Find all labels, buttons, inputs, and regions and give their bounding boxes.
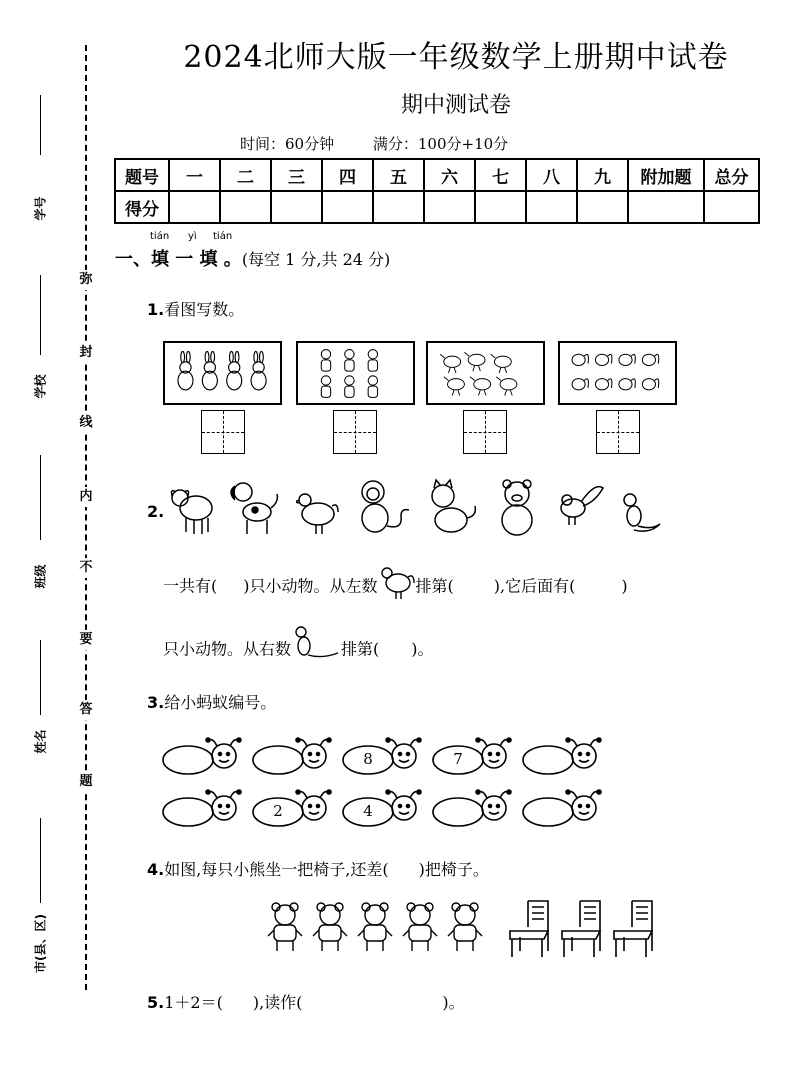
question-2 bbox=[147, 502, 164, 521]
ant-figure[interactable] bbox=[162, 790, 242, 830]
field-school: 学校 bbox=[33, 374, 48, 399]
seal-char: 答 bbox=[78, 700, 94, 720]
question-number: 1. bbox=[147, 300, 165, 319]
question-4 bbox=[147, 857, 489, 880]
question-3 bbox=[147, 690, 276, 713]
bear-icon bbox=[310, 902, 350, 954]
field-class: 班级 bbox=[33, 564, 48, 589]
ant-icon bbox=[522, 790, 602, 830]
question-text: )只小动物。从左数 bbox=[243, 576, 378, 596]
ant-figure[interactable] bbox=[522, 790, 602, 830]
ant-figure[interactable] bbox=[432, 790, 512, 830]
question-text: )把椅子。 bbox=[418, 860, 489, 879]
question-number: 3. bbox=[147, 693, 165, 712]
section-heading: 一、填 一 填 。 bbox=[115, 249, 242, 270]
table-header-cell: 题号 bbox=[115, 159, 169, 191]
score-cell[interactable] bbox=[271, 191, 322, 223]
field-district: 市(县、区) bbox=[33, 914, 48, 973]
chair-icon bbox=[610, 897, 658, 959]
ant-figure[interactable] bbox=[252, 790, 332, 830]
answer-grid[interactable] bbox=[463, 410, 507, 454]
score-cell[interactable] bbox=[628, 191, 704, 223]
binding-margin bbox=[0, 0, 120, 1085]
table-header-cell: 七 bbox=[475, 159, 526, 191]
rabbit-icon bbox=[165, 343, 280, 403]
question-text: 一共有( bbox=[163, 576, 218, 596]
ant-number: 7 bbox=[453, 750, 463, 768]
table-header-cell: 得分 bbox=[115, 191, 169, 223]
question-text: )。 bbox=[411, 639, 434, 659]
ant-icon bbox=[162, 790, 242, 830]
pinyin-syllable: yì bbox=[188, 231, 197, 242]
hen-icon bbox=[296, 478, 341, 538]
question-text: 排第( bbox=[415, 576, 454, 596]
field-line bbox=[40, 95, 41, 155]
ant-icon bbox=[432, 790, 512, 830]
picture-rabbits bbox=[163, 341, 282, 405]
squirrel-icon bbox=[291, 624, 341, 664]
seal-char: 弥 bbox=[78, 270, 94, 290]
seal-char: 要 bbox=[78, 630, 94, 650]
picture-cats bbox=[296, 341, 415, 405]
score-cell[interactable] bbox=[475, 191, 526, 223]
score-cell[interactable] bbox=[322, 191, 373, 223]
section-title bbox=[115, 245, 390, 271]
question-number: 2. bbox=[147, 502, 165, 521]
question-text: 只小动物。从右数 bbox=[163, 639, 292, 659]
question-1 bbox=[147, 297, 244, 320]
answer-grid[interactable] bbox=[201, 410, 245, 454]
question-2-line-2 bbox=[163, 636, 434, 664]
ant-number: 4 bbox=[363, 802, 373, 820]
chair-icon bbox=[506, 897, 554, 959]
seal-char: 题 bbox=[78, 772, 94, 792]
exam-full-score: 满分：100分+10分 bbox=[372, 135, 509, 153]
seal-char: 封 bbox=[78, 343, 94, 363]
monkey-icon bbox=[355, 478, 413, 540]
score-cell[interactable] bbox=[220, 191, 271, 223]
answer-grid[interactable] bbox=[333, 410, 377, 454]
squirrel-icon bbox=[560, 343, 675, 403]
bear-icon bbox=[495, 478, 540, 540]
ant-figure[interactable] bbox=[252, 738, 332, 778]
squirrel-icon bbox=[618, 490, 663, 540]
ant-figure[interactable] bbox=[522, 738, 602, 778]
page-title: 2024北师大版一年级数学上册期中试卷 bbox=[183, 40, 729, 75]
table-header-cell: 九 bbox=[577, 159, 628, 191]
field-name: 姓名 bbox=[33, 729, 48, 754]
ant-icon bbox=[252, 738, 332, 778]
score-cell[interactable] bbox=[526, 191, 577, 223]
table-header-cell: 五 bbox=[373, 159, 424, 191]
ant-number: 8 bbox=[363, 750, 373, 768]
exam-meta bbox=[240, 133, 542, 154]
table-header-cell: 总分 bbox=[704, 159, 759, 191]
ant-figure[interactable] bbox=[432, 738, 512, 778]
score-cell[interactable] bbox=[169, 191, 220, 223]
field-line bbox=[40, 640, 41, 715]
table-header-cell: 六 bbox=[424, 159, 475, 191]
seal-dashed-line bbox=[85, 45, 87, 990]
field-line bbox=[40, 818, 41, 903]
section-note: (每空 1 分,共 24 分) bbox=[241, 250, 391, 269]
question-text: 给小蚂蚁编号。 bbox=[164, 693, 277, 712]
pinyin-syllable: tián bbox=[213, 231, 233, 242]
question-text: ),它后面有( bbox=[493, 576, 576, 596]
bird-icon bbox=[555, 478, 605, 533]
hen-icon bbox=[378, 561, 416, 601]
cat-icon bbox=[425, 478, 480, 538]
field-line bbox=[40, 275, 41, 355]
question-2-line-1 bbox=[163, 573, 628, 601]
ant-figure[interactable] bbox=[162, 738, 242, 778]
chair-icon bbox=[558, 897, 606, 959]
question-number: 4. bbox=[147, 860, 165, 879]
table-header-cell: 三 bbox=[271, 159, 322, 191]
seal-char: 内 bbox=[78, 487, 94, 507]
answer-grid[interactable] bbox=[596, 410, 640, 454]
field-line bbox=[40, 455, 41, 540]
table-header-cell: 八 bbox=[526, 159, 577, 191]
question-text: 如图,每只小熊坐一把椅子,还差( bbox=[164, 860, 389, 879]
question-text: )。 bbox=[442, 993, 465, 1012]
ant-number: 2 bbox=[273, 802, 283, 820]
score-table bbox=[114, 158, 760, 224]
question-text: 看图写数。 bbox=[164, 300, 245, 319]
question-5 bbox=[147, 990, 465, 1013]
table-row bbox=[115, 191, 759, 223]
cat-icon bbox=[298, 343, 413, 403]
dog-icon bbox=[225, 478, 280, 538]
ant-icon bbox=[522, 738, 602, 778]
exam-time: 时间：60分钟 bbox=[240, 135, 335, 153]
score-cell[interactable] bbox=[424, 191, 475, 223]
score-cell[interactable] bbox=[577, 191, 628, 223]
pinyin-syllable: tián bbox=[150, 231, 170, 242]
bear-icon bbox=[445, 902, 485, 954]
sheep-icon bbox=[168, 478, 218, 538]
question-text: ) bbox=[621, 576, 628, 596]
table-header-cell: 四 bbox=[322, 159, 373, 191]
table-header-cell: 一 bbox=[169, 159, 220, 191]
page-subtitle: 期中测试卷 bbox=[400, 93, 511, 118]
seal-char: 线 bbox=[78, 413, 94, 433]
ant-figure[interactable] bbox=[342, 790, 422, 830]
picture-squirrels bbox=[558, 341, 677, 405]
ant-icon bbox=[162, 738, 242, 778]
table-row bbox=[115, 159, 759, 191]
ant-figure[interactable] bbox=[342, 738, 422, 778]
picture-birds bbox=[426, 341, 545, 405]
bird-icon bbox=[428, 343, 543, 403]
question-text: 1＋2＝( bbox=[164, 993, 223, 1012]
score-cell[interactable] bbox=[704, 191, 759, 223]
question-text: 排第( bbox=[341, 639, 380, 659]
bear-icon bbox=[265, 902, 305, 954]
table-header-cell: 附加题 bbox=[628, 159, 704, 191]
seal-char: 不 bbox=[78, 558, 94, 578]
question-text: ),读作( bbox=[252, 993, 303, 1012]
question-number: 5. bbox=[147, 993, 165, 1012]
bear-icon bbox=[400, 902, 440, 954]
field-student-id: 学号 bbox=[33, 196, 48, 221]
bear-icon bbox=[355, 902, 395, 954]
table-header-cell: 二 bbox=[220, 159, 271, 191]
score-cell[interactable] bbox=[373, 191, 424, 223]
